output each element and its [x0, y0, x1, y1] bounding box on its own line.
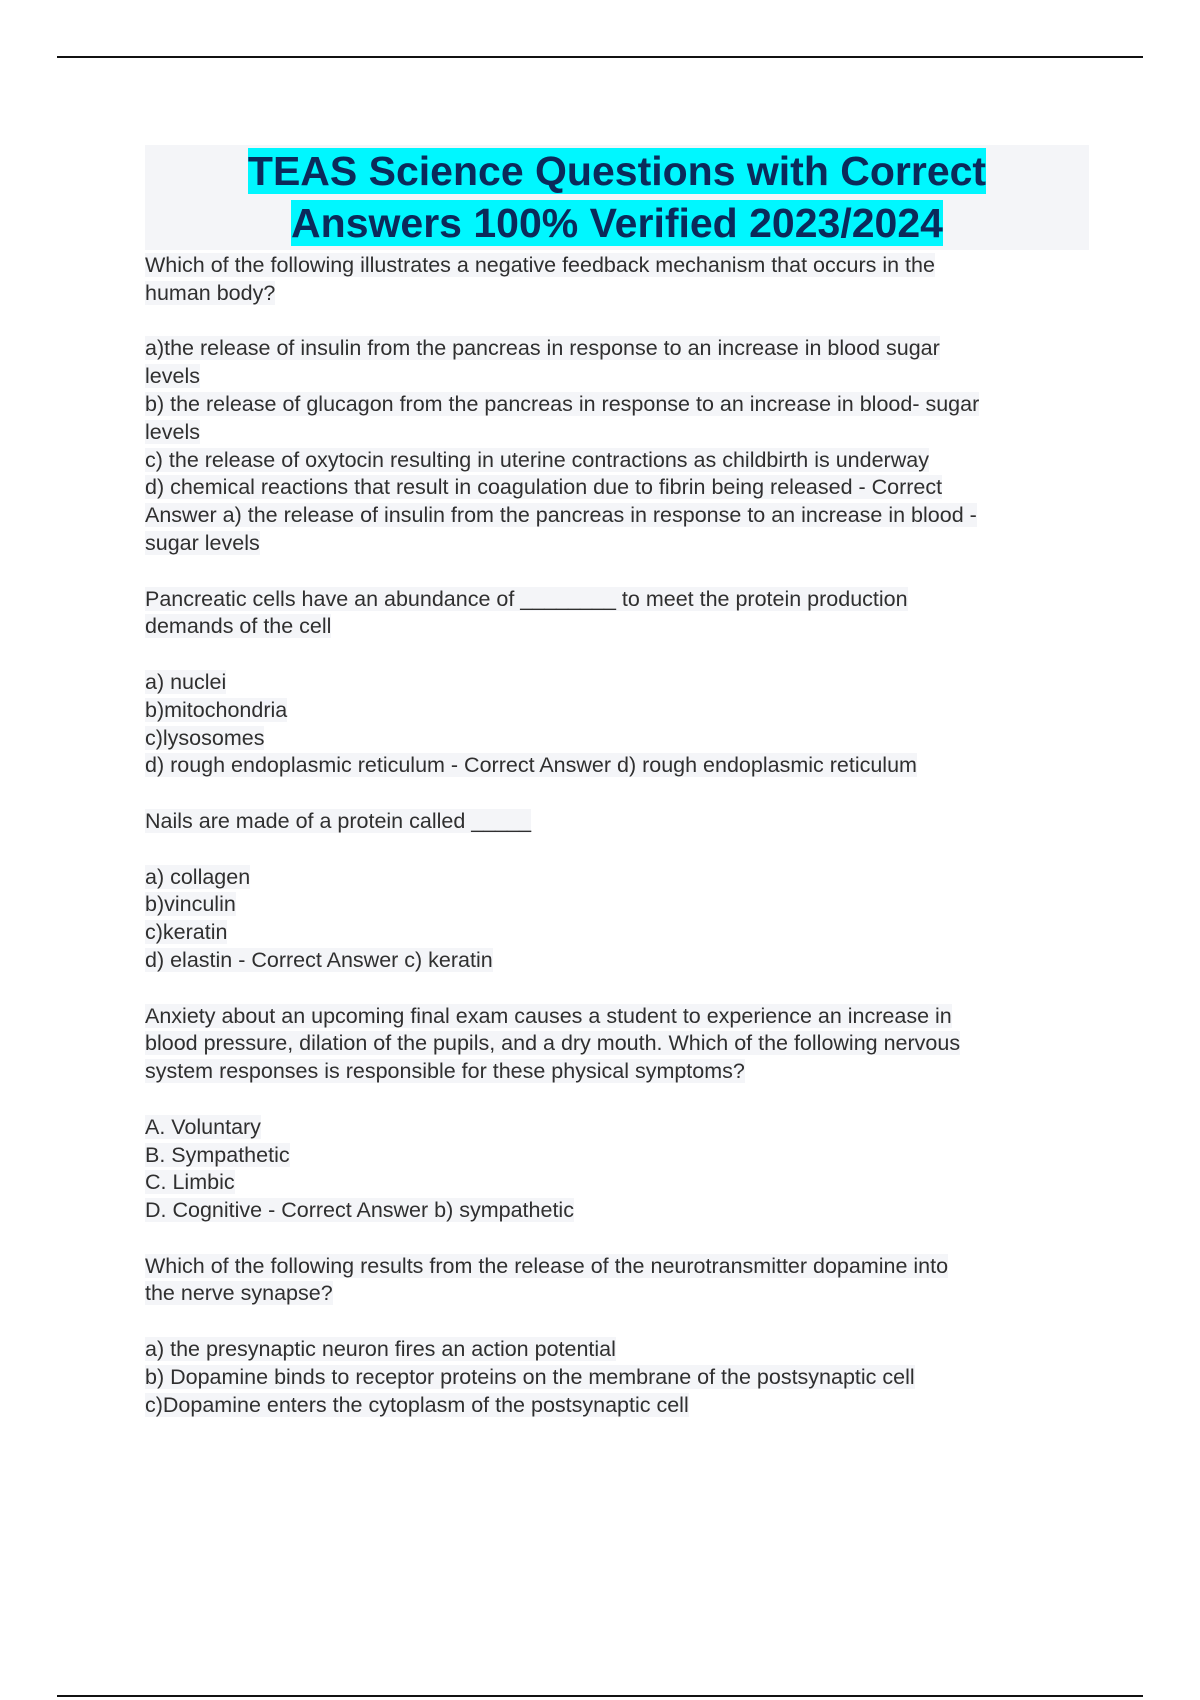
- question-block: [145, 1253, 1089, 1420]
- question-stem-line: system responses is responsible for these physical symptoms?: [145, 1059, 745, 1084]
- spacer: [145, 1308, 1089, 1336]
- question-stem: [145, 1003, 1089, 1086]
- answer-option-line: Answer a) the release of insulin from the pancreas in response to an increase in blood -: [145, 503, 977, 528]
- answer-option-line: c)lysosomes: [145, 725, 265, 750]
- answer-options: [145, 335, 1089, 557]
- question-block: [145, 808, 1089, 975]
- answer-option-line: c) the release of oxytocin resulting in uterine contractions as childbirth is underway: [145, 447, 929, 472]
- title-line-1: TEAS Science Questions with Correct: [247, 148, 987, 194]
- answer-options: [145, 669, 1089, 780]
- question-stem: [145, 586, 1089, 642]
- question-stem-line: blood pressure, dilation of the pupils, and a dry mouth. Which of the following nervous: [145, 1031, 961, 1056]
- question-block: [145, 252, 1089, 558]
- question-stem-line: Which of the following results from the release of the neurotransmitter dopamine into: [145, 1253, 949, 1278]
- answer-option-line: b) Dopamine binds to receptor proteins on the membrane of the postsynaptic cell: [145, 1364, 915, 1389]
- answer-option-line: a) collagen: [145, 864, 251, 889]
- spacer: [145, 836, 1089, 864]
- document-title: [248, 148, 986, 246]
- top-rule: [57, 56, 1143, 58]
- spacer: [145, 308, 1089, 336]
- answer-options: [145, 864, 1089, 975]
- question-stem-line: Nails are made of a protein called _____: [145, 808, 532, 833]
- answer-options: [145, 1336, 1089, 1419]
- title-box: [145, 145, 1089, 250]
- answer-option-line: sugar levels: [145, 530, 260, 555]
- bottom-rule: [57, 1695, 1143, 1697]
- question-stem: [145, 808, 1089, 836]
- answer-option-line: A. Voluntary: [145, 1114, 261, 1139]
- answer-option-line: a) the presynaptic neuron fires an action potential: [145, 1337, 616, 1362]
- answer-option-line: levels: [145, 419, 200, 444]
- question-block: [145, 1003, 1089, 1225]
- answer-option-line: levels: [145, 364, 200, 389]
- question-stem-line: human body?: [145, 280, 276, 305]
- answer-option-line: d) chemical reactions that result in coagulation due to fibrin being released - Correct: [145, 475, 943, 500]
- answer-option-line: b)mitochondria: [145, 697, 288, 722]
- answer-option-line: c)keratin: [145, 920, 228, 945]
- spacer: [145, 1086, 1089, 1114]
- answer-option-line: D. Cognitive - Correct Answer b) sympathetic: [145, 1198, 574, 1223]
- answer-option-line: b) the release of glucagon from the pancreas in response to an increase in blood- sugar: [145, 391, 980, 416]
- answer-option-line: a) nuclei: [145, 669, 227, 694]
- document-page: [145, 145, 1089, 1447]
- question-block: [145, 586, 1089, 781]
- question-stem-line: Pancreatic cells have an abundance of ________ to meet the protein production: [145, 586, 908, 611]
- answer-option-line: B. Sympathetic: [145, 1142, 290, 1167]
- question-stem: [145, 252, 1089, 308]
- answer-option-line: a)the release of insulin from the pancreas in response to an increase in blood sugar: [145, 336, 940, 361]
- answer-option-line: d) rough endoplasmic reticulum - Correct Answer d) rough endoplasmic reticulum: [145, 753, 917, 778]
- question-stem-line: Anxiety about an upcoming final exam causes a student to experience an increase in: [145, 1003, 952, 1028]
- question-list: [145, 252, 1089, 1419]
- answer-option-line: b)vinculin: [145, 892, 236, 917]
- question-stem: [145, 1253, 1089, 1309]
- answer-option-line: c)Dopamine enters the cytoplasm of the postsynaptic cell: [145, 1392, 689, 1417]
- question-stem-line: demands of the cell: [145, 614, 332, 639]
- spacer: [145, 641, 1089, 669]
- question-stem-line: the nerve synapse?: [145, 1281, 333, 1306]
- title-line-2: Answers 100% Verified 2023/2024: [291, 200, 943, 246]
- question-stem-line: Which of the following illustrates a negative feedback mechanism that occurs in the: [145, 253, 935, 277]
- answer-option-line: C. Limbic: [145, 1170, 235, 1195]
- answer-option-line: d) elastin - Correct Answer c) keratin: [145, 947, 493, 972]
- answer-options: [145, 1114, 1089, 1225]
